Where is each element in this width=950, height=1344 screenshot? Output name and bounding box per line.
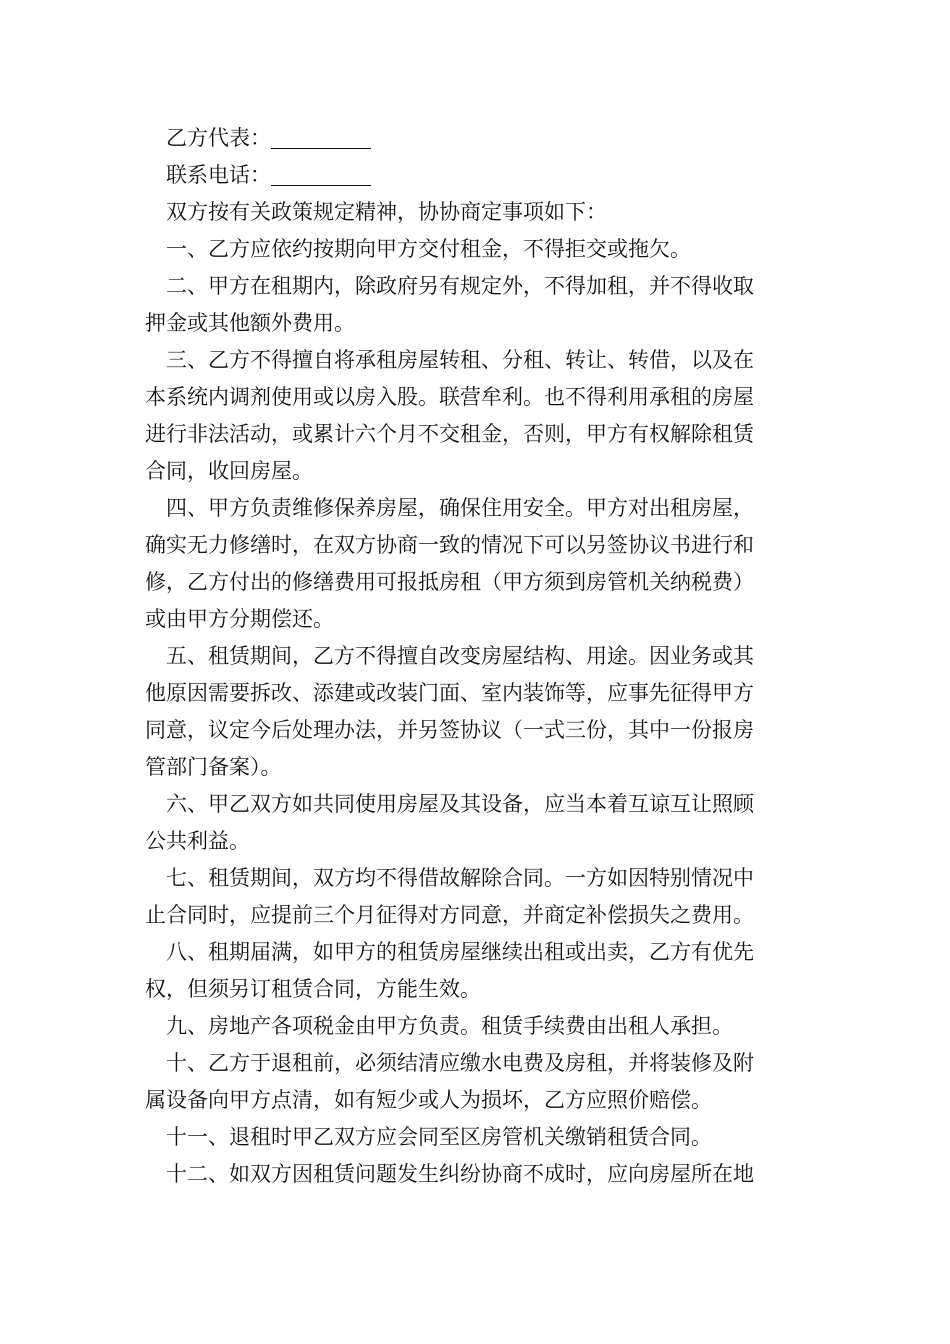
paragraph-line: 同意，议定今后处理办法，并另签协议（一式三份，其中一份报房 [145,718,754,742]
paragraph-line: 公共利益。 [145,829,250,853]
phone-blank [271,163,371,186]
clause-7 [145,860,810,934]
paragraph-line: 双方按有关政策规定精神，协协商定事项如下： [166,200,607,224]
paragraph-line: 合同，收回房屋。 [145,459,313,483]
paragraph-line: 押金或其他额外费用。 [145,311,355,335]
party-b-representative-field [145,120,810,157]
party-b-representative-blank [271,126,371,149]
paragraph-line: 他原因需要拆改、添建或改装门面、室内装饰等，应事先征得甲方 [145,681,754,705]
clause-6 [145,786,810,860]
party-b-representative-label: 乙方代表： [166,126,271,150]
clause-1 [145,231,810,268]
intro-paragraph [145,194,810,231]
paragraph-line: 四、甲方负责维修保养房屋，确保住用安全。甲方对出租房屋， [166,496,754,520]
paragraph-line: 二、甲方在租期内，除政府另有规定外，不得加租，并不得收取 [166,274,754,298]
paragraph-line: 本系统内调剂使用或以房入股。联营牟利。也不得利用承租的房屋 [145,385,754,409]
paragraph-line: 止合同时，应提前三个月征得对方同意，并商定补偿损失之费用。 [145,903,754,927]
phone-label: 联系电话： [166,163,271,187]
paragraph-line: 六、甲乙双方如共同使用房屋及其设备，应当本着互谅互让照顾 [166,792,754,816]
clause-12 [145,1156,810,1193]
paragraph-line: 一、乙方应依约按期向甲方交付租金，不得拒交或拖欠。 [166,237,691,261]
paragraph-line: 管部门备案）。 [145,755,282,779]
paragraph-line: 九、房地产各项税金由甲方负责。租赁手续费由出租人承担。 [166,1014,733,1038]
clause-4 [145,490,810,638]
paragraph-line: 五、租赁期间，乙方不得擅自改变房屋结构、用途。因业务或其 [166,644,754,668]
clause-9 [145,1008,810,1045]
paragraph-line: 三、乙方不得擅自将承租房屋转租、分租、转让、转借，以及在 [166,348,754,372]
paragraph-line: 十一、退租时甲乙双方应会同至区房管机关缴销租赁合同。 [166,1125,712,1149]
clause-8 [145,934,810,1008]
paragraph-line: 属设备向甲方点清，如有短少或人为损坏，乙方应照价赔偿。 [145,1088,712,1112]
paragraph-line: 十二、如双方因租赁问题发生纠纷协商不成时，应向房屋所在地 [166,1162,754,1186]
clause-10 [145,1045,810,1119]
clause-11 [145,1119,810,1156]
paragraph-line: 进行非法活动，或累计六个月不交租金，否则，甲方有权解除租赁 [145,422,754,446]
paragraph-line: 修，乙方付出的修缮费用可报抵房租（甲方须到房管机关纳税费） [145,570,754,594]
paragraph-line: 七、租赁期间，双方均不得借故解除合同。一方如因特别情况中 [166,866,754,890]
clause-5 [145,638,810,786]
phone-field [145,157,810,194]
clause-3 [145,342,810,490]
paragraph-line: 或由甲方分期偿还。 [145,607,334,631]
clause-2 [145,268,810,342]
contract-body [145,120,810,1193]
paragraph-line: 权，但须另订租赁合同，方能生效。 [145,977,481,1001]
paragraph-line: 八、租期届满，如甲方的租赁房屋继续出租或出卖，乙方有优先 [166,940,754,964]
paragraph-line: 十、乙方于退租前，必须结清应缴水电费及房租，并将装修及附 [166,1051,754,1075]
paragraph-line: 确实无力修缮时，在双方协商一致的情况下可以另签协议书进行和 [145,533,754,557]
